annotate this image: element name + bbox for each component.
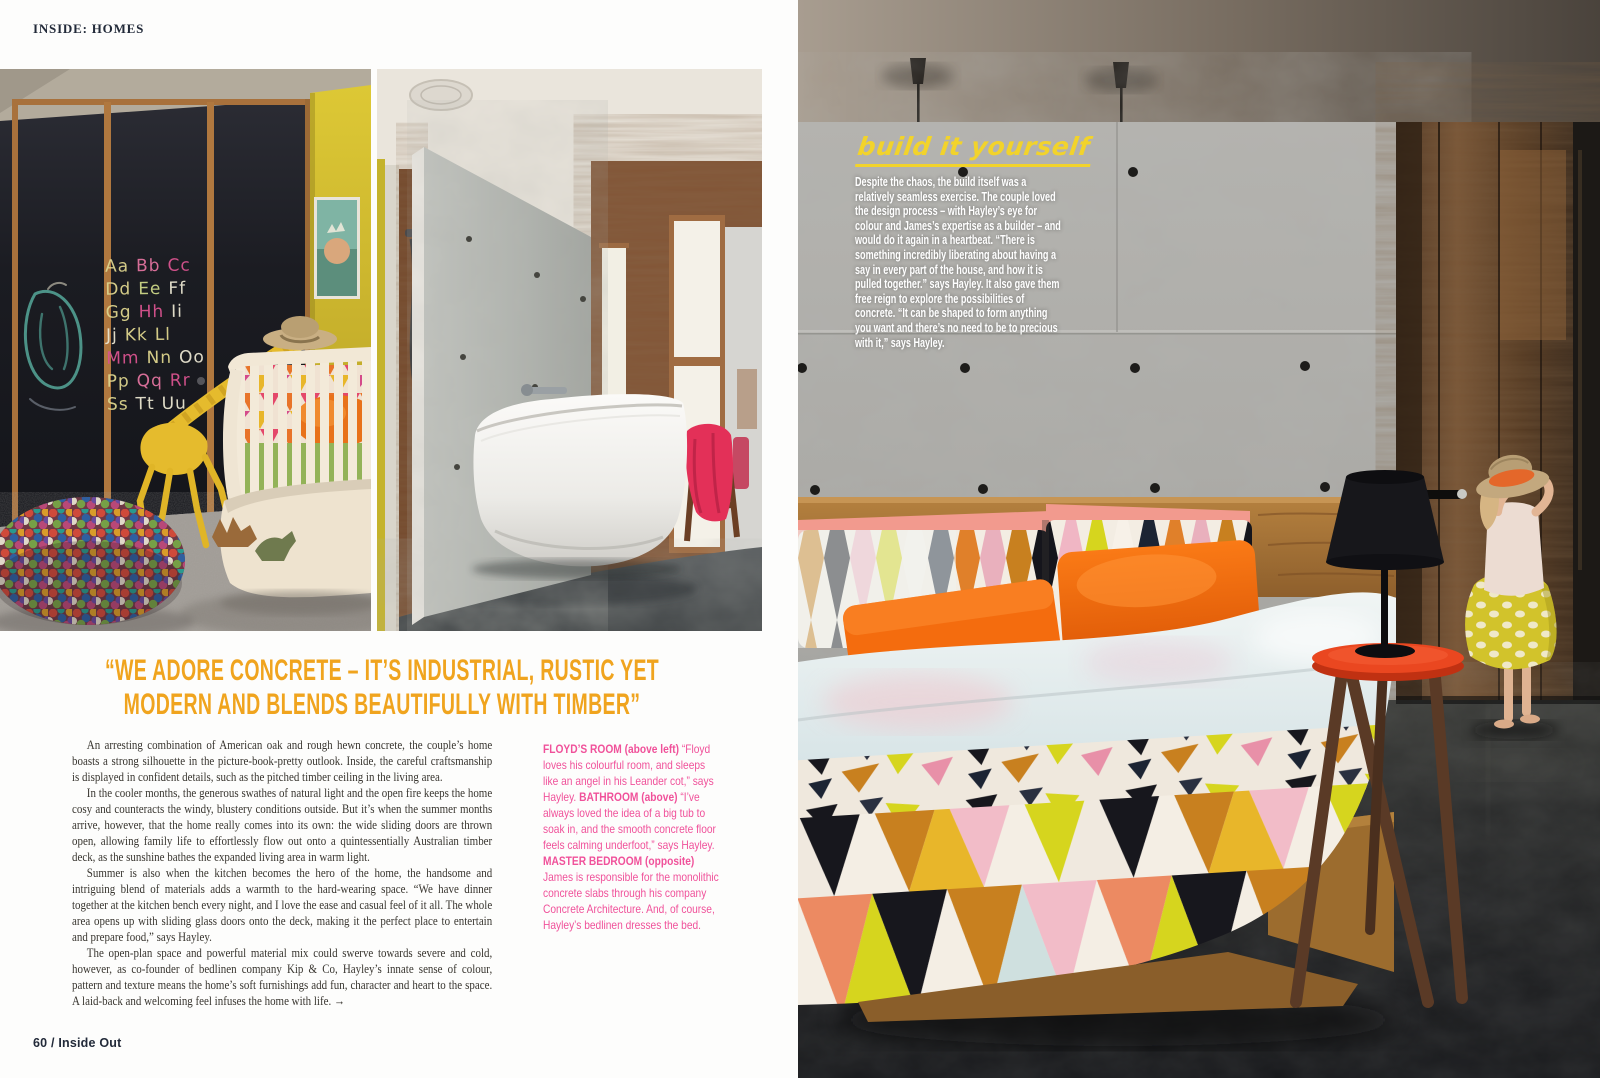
article-paragraph: Summer is also when the kitchen becomes the hero of the home, the handsome and intriguing blend of materials adds a warmth to the hard-wearing space. “We have dinner together at the kitchen bench every night, and I love the ease and casual feel of it all. The whole area opens up with sliding glass doors onto the deck, making it the perfect place to entertain and prepare food,” says Hayley.	[72, 866, 493, 944]
caption-label-floyds-room: FLOYD’S ROOM (above left)	[543, 742, 680, 756]
article-body	[72, 737, 492, 1009]
section-kicker: INSIDE: HOMES	[33, 21, 145, 36]
caption-label-master-bedroom: MASTER BEDROOM (opposite)	[543, 854, 695, 868]
build-it-yourself-box	[855, 132, 1145, 350]
photo-captions	[543, 741, 723, 933]
wall-photo	[314, 197, 360, 299]
bathroom-illustration	[377, 69, 762, 631]
article-paragraph: In the cooler months, the generous swathes of natural light and the open fire keeps the home cosy and counteracts the windy, blustery conditions outside. But it’s when the summer months arrive, however, that the home really comes into its own: the wide sliding doors are thrown open, allowing family life to effortlessly flow out onto a quintessentially Australian timber deck, as the sunshine bathes the expanded living area in warm light.	[72, 786, 493, 864]
photo-bathroom	[377, 69, 762, 631]
photo-master-bedroom	[798, 0, 1600, 1078]
article-paragraph: The open-plan space and powerful material mix could swerve towards severe and cold, however, as co-founder of bedlinen company Kip & Co, Hayley’s innate sense of colour, pattern and texture means the home’s soft furnishings add fun, character and heart to the space. A laid-back and welcoming feel infuses the home with life. →	[72, 946, 493, 1008]
caption-label-bathroom: BATHROOM (above)	[579, 790, 678, 804]
sidebar-title: build it yourself	[855, 132, 1095, 167]
article-paragraph: An arresting combination of American oak and rough hewn concrete, the couple’s home boasts a strong silhouette in the picture-book-pretty outlook. Inside, the careful craftsmanship is displayed in confident details, such as the pitched timber ceiling in the living area.	[72, 738, 493, 784]
glass-panel	[1573, 122, 1600, 722]
caption-text: James is responsible for the monolithic concrete slabs through his company Concrete Architecture. And, of course, Hayley’s bedlinen dresses the bed.	[543, 870, 719, 932]
page-folio: 60 / Inside Out	[33, 1036, 122, 1050]
caption-text: “Floyd loves his colourful room, and sleeps like an angel in his Leander cot,” says Hayley.	[543, 742, 714, 804]
caption-text: “I’ve always loved the idea of a big tub to soak in, and the smooth concrete floor feels calming underfoot,” says Hayley.	[543, 790, 716, 852]
ceiling-vent	[410, 80, 472, 110]
chalkboard-alphabet: Aa Bb Cc Dd Ee Ff Gg Hh Ii Jj Kk Ll Mm Nn Oo Pp Qq Rr Ss Tt Uu	[104, 255, 205, 415]
crib	[220, 347, 371, 615]
pull-quote-line2: MODERN AND BLENDS BEAUTIFULLY WITH TIMBER”	[123, 687, 641, 721]
pull-quote	[70, 654, 694, 722]
photo-nursery	[0, 69, 371, 631]
sidebar-text: Despite the chaos, the build itself was a relatively seamless exercise. The couple loved the design process – with Hayley’s eye for colour and James’s expertise as a builder – and would do it again in a heartbeat. “There is something incredibly liberating about having a say in every part of the house, and how it is pulled together.” says Hayley. It also gave them free reign to explore the possibilities of concrete. “It can be shaped to form anything you want and there’s no need to be to precious with it,” says Hayley.	[855, 175, 1061, 350]
pull-quote-line1: “WE ADORE CONCRETE – IT’S INDUSTRIAL, RUSTIC YET	[104, 654, 660, 687]
